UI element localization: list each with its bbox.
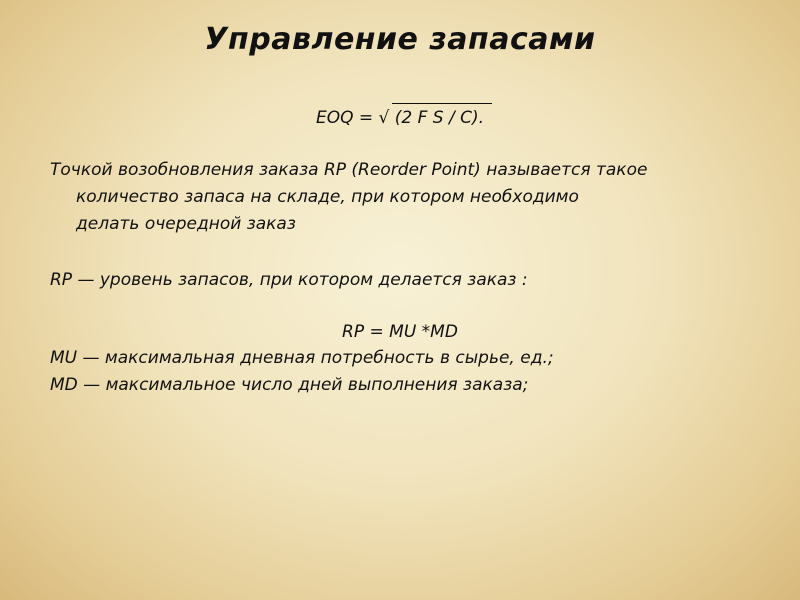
- definition-line-1: Точкой возобновления заказа RP (Reorder Point) называется такое: [50, 160, 648, 180]
- md-description: MD — максимальное число дней выполнения заказа;: [50, 375, 529, 395]
- mu-description: MU — максимальная дневная потребность в сырье, ед.;: [50, 348, 554, 368]
- rp-formula: RP = MU *MD: [342, 322, 458, 342]
- definition-line-3: делать очередной заказ: [76, 214, 296, 234]
- definition-line-2: количество запаса на складе, при котором необходимо: [76, 187, 579, 207]
- variables-list: [50, 345, 780, 399]
- sqrt-overbar: [392, 103, 492, 104]
- slide-title: Управление запасами: [204, 22, 596, 57]
- definition-paragraph: [50, 157, 780, 238]
- rp-description: [50, 267, 780, 294]
- rp-description-text: RP — уровень запасов, при котором делается заказ :: [50, 270, 528, 290]
- eoq-formula: EOQ = √ (2 F S / C).: [315, 108, 485, 128]
